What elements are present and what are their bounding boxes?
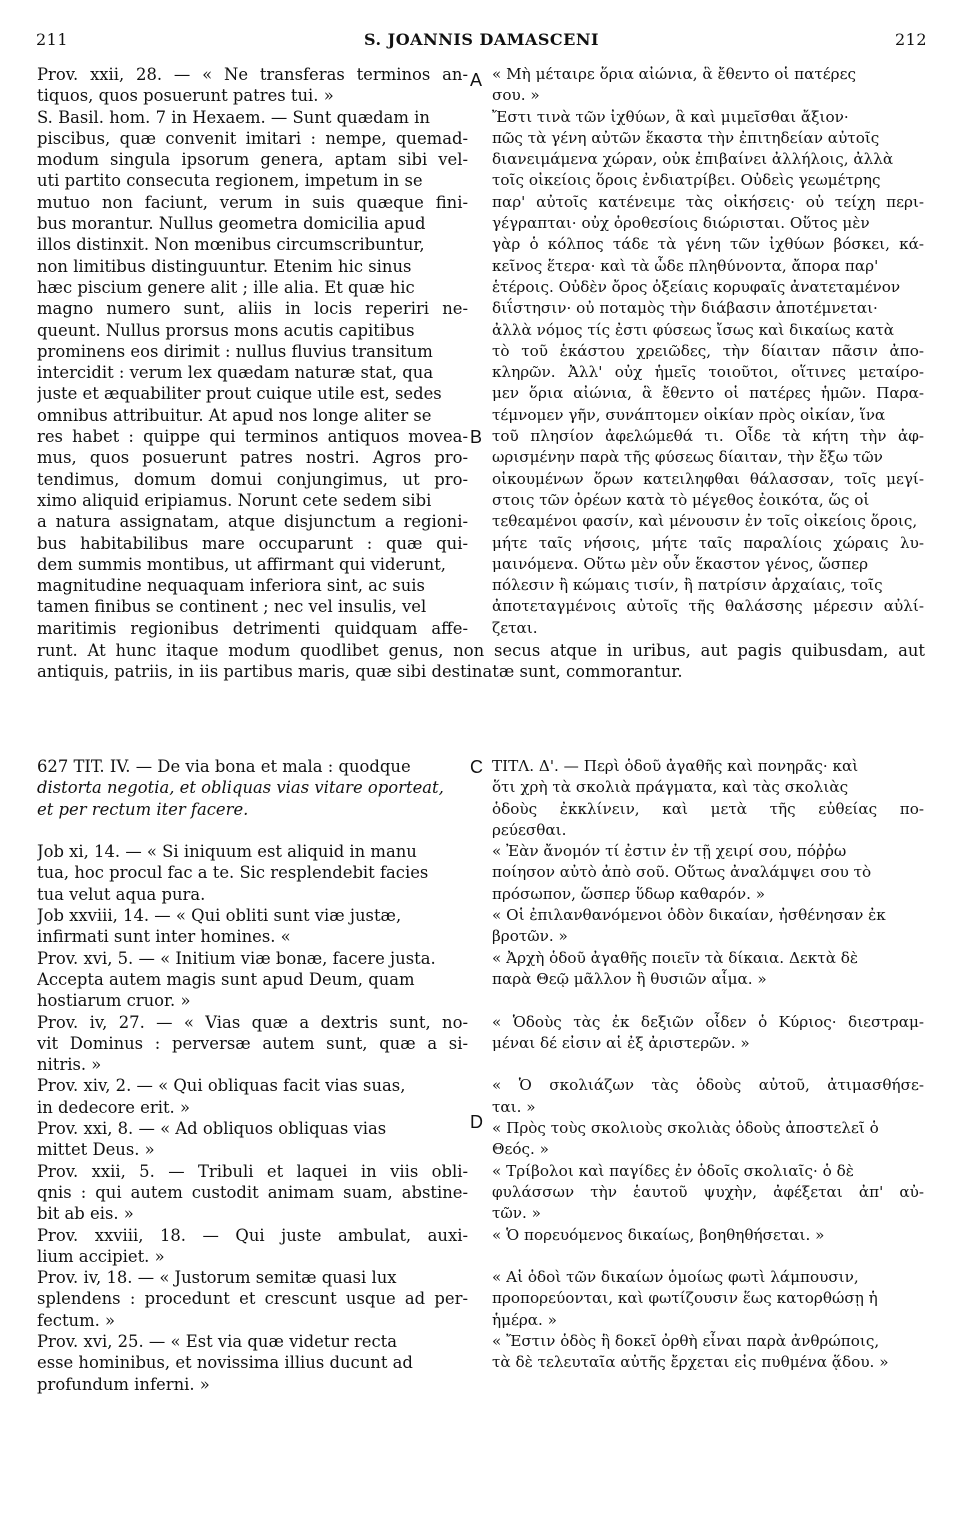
greek-line: πρόσωπον, ὥσπερ ὕδωρ καθαρόν. » bbox=[492, 884, 766, 903]
greek-line: παρ' αὐτοῖς κατένειμε τὰς οἰκήσεις· οὐ τείχη περι- bbox=[492, 192, 924, 211]
latin-line: Prov. xxi, 8. — « Ad obliquos obliquas vias bbox=[37, 1119, 387, 1139]
greek-line: πόλεσιν ἢ κώμαις τισίν, ἢ πατρίσιν ἀρχαίαις, τοῖς bbox=[492, 576, 883, 595]
margin-marker-a: A bbox=[470, 70, 483, 90]
greek-line: « Πρὸς τοὺς σκολιοὺς σκολιὰς ὁδοὺς ἀποστελεῖ ὁ bbox=[492, 1119, 879, 1138]
greek-line: κεῖνος ἕτερα· καὶ τὰ ὧδε πληθύνοντα, ἄπορα παρ' bbox=[492, 256, 879, 275]
latin-line: prominens eos dirimit : nullus fluvius transitum bbox=[37, 341, 433, 361]
latin-line: tamen finibus se continent ; nec vel insulis, vel bbox=[37, 597, 427, 617]
latin-line: magnitudine nequaquam inferiora sint, ac suis bbox=[37, 576, 425, 596]
greek-line bbox=[492, 990, 924, 1011]
full-width-text bbox=[37, 640, 925, 683]
latin-line: intercidit : verum lex quædam naturæ stat, qua bbox=[37, 363, 434, 383]
greek-line: « Ἔστιν ὁδὸς ἣ δοκεῖ ὀρθὴ εἶναι παρὰ ἀνθρώποις, bbox=[492, 1332, 880, 1351]
latin-line: bit ab eis. » bbox=[37, 1204, 134, 1224]
latin-line: queunt. Nullus prorsus mons acutis capitibus bbox=[37, 320, 415, 340]
greek-line: ζεται. bbox=[492, 618, 538, 637]
greek-line: Θεός. » bbox=[492, 1140, 549, 1159]
latin-line: mutuo non faciunt, verum in suis quæque fini- bbox=[37, 192, 468, 212]
latin-line: Prov. xvi, 5. — « Initium viæ bonæ, facere justa. bbox=[37, 948, 436, 968]
running-header bbox=[36, 30, 927, 56]
latin-line: infirmati sunt inter homines. « bbox=[37, 927, 291, 947]
latin-line: tendimus, domum domui conjungimus, ut pro- bbox=[37, 469, 468, 489]
greek-line: « Οἱ ἐπιλανθανόμενοι ὁδὸν δικαίαν, ἠσθένησαν ἐκ bbox=[492, 906, 886, 925]
latin-line: bus morantur. Nullus geometra domicilia apud bbox=[37, 214, 426, 234]
latin-line: bus habitabilibus mare occuparunt : quæ qui- bbox=[37, 533, 468, 553]
latin-line: uti partito consecuta regionem, impetum in se bbox=[37, 171, 423, 191]
greek-line bbox=[492, 1054, 924, 1075]
latin-line: et per rectum iter facere. bbox=[37, 799, 249, 819]
greek-line: πῶς τὰ γένη αὐτῶν ἕκαστα τὴν ἐπιτηδείαν αὐτοῖς bbox=[492, 128, 880, 147]
latin-line: profundum inferni. » bbox=[37, 1374, 210, 1394]
latin-line: Accepta autem magis sunt apud Deum, quam bbox=[37, 969, 415, 989]
full-line: runt. At hunc itaque modum quodlibet genus, non secus atque in uribus, aut pagis quibusdam, aut bbox=[37, 641, 925, 660]
latin-line: lium accipiet. » bbox=[37, 1246, 165, 1266]
greek-line: διΐστησιν· οὐ ποταμὸς τὴν διάβασιν ἀποτέμνεται· bbox=[492, 299, 878, 318]
margin-marker-b: B bbox=[470, 427, 483, 447]
greek-line: τὸ τοῦ ἑκάστου χρειῶδες, τὴν δίαιταν πᾶσιν ἀπο- bbox=[492, 341, 924, 360]
latin-line: illos distinxit. Non mœnibus circumscribuntur, bbox=[37, 235, 425, 255]
greek-line: « Ὁ σκολιάζων τὰς ὁδοὺς αὐτοῦ, ἀτιμασθήσε- bbox=[492, 1076, 924, 1095]
greek-line: διανειμάμενα χώραν, οὐκ ἐπιβαίνει ἀλλήλοις, ἀλλὰ bbox=[492, 150, 894, 169]
latin-line: magno numero sunt, aliis in locis reperiri ne- bbox=[37, 299, 468, 319]
latin-line: tiquos, quos posuerunt patres tui. » bbox=[37, 86, 334, 106]
latin-line: distorta negotia, et obliquas vias vitare oporteat, bbox=[37, 778, 444, 798]
greek-line: « Ἀρχὴ ὁδοῦ ἀγαθῆς ποιεῖν τὰ δίκαια. Δεκτὰ δὲ bbox=[492, 948, 859, 967]
greek-line: « Ὁδοὺς τὰς ἐκ δεξιῶν οἶδεν ὁ Κύριος· διεστραμ- bbox=[492, 1012, 924, 1031]
latin-line: tua velut aqua pura. bbox=[37, 884, 206, 904]
greek-line: μεν ὅρια αἰώνια, ἃ ἔθεντο οἱ πατέρες ἡμῶν. Παρα- bbox=[492, 384, 924, 403]
latin-line: esse hominibus, et novissima illius ducunt ad bbox=[37, 1353, 413, 1373]
latin-line: Prov. xxii, 28. — « Ne transferas terminos an- bbox=[37, 65, 468, 84]
latin-line: piscibus, quæ convenit imitari : nempe, quemad- bbox=[37, 128, 468, 148]
latin-line: in dedecore erit. » bbox=[37, 1097, 190, 1117]
greek-line: ὁδοὺς ἐκκλίνειν, καὶ μετὰ τῆς εὐθείας πο- bbox=[492, 799, 924, 818]
greek-line: βροτῶν. » bbox=[492, 927, 568, 946]
latin-line: Prov. iv, 18. — « Justorum semitæ quasi lux bbox=[37, 1268, 397, 1288]
latin-line: dem summis montibus, ut affirmant qui viderunt, bbox=[37, 554, 446, 574]
latin-line: tua, hoc procul fac a te. Sic resplendebit facies bbox=[37, 863, 429, 883]
latin-line: fectum. » bbox=[37, 1310, 116, 1330]
latin-line: maritimis regionibus detrimenti quidquam affe- bbox=[37, 618, 468, 638]
running-title: S. JOANNIS DAMASCENI bbox=[364, 30, 599, 49]
greek-line: Ἔστι τινὰ τῶν ἰχθύων, ἃ καὶ μιμεῖσθαι ἄξιον· bbox=[492, 107, 849, 126]
greek-line: μήτε ταῖς νήσοις, μήτε ταῖς παραλίοις χώραις λυ- bbox=[492, 533, 924, 552]
greek-line: τοῦ πλησίον ἀφελώμεθά τι. Οἶδε τὰ κήτη τὴν ἀφ- bbox=[492, 427, 924, 446]
latin-line: Prov. xxii, 5. — Tribuli et laquei in viis obli- bbox=[37, 1161, 468, 1181]
latin-line: a natura assignatam, atque disjunctum a regioni- bbox=[37, 512, 468, 532]
greek-line: ωρισμένην παρὰ τῆς φύσεως δίαιταν, τὴν ἔξω τῶν bbox=[492, 448, 883, 467]
page-number-left: 211 bbox=[36, 30, 69, 49]
greek-line: γὰρ ὁ κόλπος τάδε τὰ γένη τῶν ἰχθύων βόσκει, κά- bbox=[492, 235, 924, 254]
greek-line: φυλάσσων τὴν ἑαυτοῦ ψυχὴν, ἀφέξεται ἀπ' αὐ- bbox=[492, 1182, 924, 1201]
latin-line: modum singula ipsorum genera, aptam sibi vel- bbox=[37, 150, 468, 170]
greek-line: τεθεαμένοι φασίν, καὶ μένουσιν ἐν τοῖς οἰκείοις ὅροις, bbox=[492, 512, 918, 531]
greek-line: ΤΙΤΛ. Δ'. — Περὶ ὁδοῦ ἀγαθῆς καὶ πονηρᾶς· καὶ bbox=[492, 757, 859, 775]
margin-marker-d: D bbox=[470, 1112, 483, 1132]
latin-line: mittet Deus. » bbox=[37, 1140, 155, 1160]
greek-line bbox=[492, 1246, 924, 1267]
greek-column-2 bbox=[492, 756, 924, 1374]
latin-line: Job xi, 14. — « Si iniquum est aliquid in manu bbox=[37, 842, 417, 862]
greek-line: ἑτέροις. Οὐδὲν ὄρος ὀξείαις κορυφαῖς ἀνατεταμένον bbox=[492, 277, 901, 296]
latin-column-1 bbox=[37, 64, 468, 639]
latin-line: Prov. xvi, 25. — « Est via quæ videtur recta bbox=[37, 1332, 398, 1352]
latin-line: non limitibus distinguuntur. Etenim hic sinus bbox=[37, 256, 412, 276]
full-line: antiquis, patriis, in iis partibus maris, quæ sibi destinatæ sunt, commorantur. bbox=[37, 662, 683, 682]
greek-line: « Ὁ πορευόμενος δικαίως, βοηθηθήσεται. » bbox=[492, 1225, 825, 1244]
greek-line: ἀλλὰ νόμος τίς ἐστι φύσεως ἴσως καὶ δικαίως κατὰ bbox=[492, 320, 895, 339]
greek-line: « Αἱ ὁδοὶ τῶν δικαίων ὁμοίως φωτὶ λάμπουσιν, bbox=[492, 1268, 859, 1287]
greek-line: « Μὴ μέταιρε ὅρια αἰώνια, ἃ ἔθεντο οἱ πατέρες bbox=[492, 65, 856, 83]
latin-line bbox=[37, 820, 468, 841]
greek-line: σου. » bbox=[492, 86, 540, 105]
greek-line: τέμνομεν γῆν, συνάπτομεν οἰκίαν πρὸς οἰκίαν, ἵνα bbox=[492, 405, 886, 424]
latin-line: Job xxviii, 14. — « Qui obliti sunt viæ justæ, bbox=[37, 906, 402, 926]
latin-line: hostiarum cruor. » bbox=[37, 991, 191, 1011]
latin-line: mus, quos posuerunt patres nostri. Agros pro- bbox=[37, 448, 468, 468]
latin-line: res habet : quippe qui terminos antiquos movea- bbox=[37, 427, 468, 447]
latin-line: Prov. xxviii, 18. — Qui juste ambulat, auxi- bbox=[37, 1225, 468, 1245]
greek-line: στοις τῶν ὀρέων κατὰ τὸ μέγεθος ἐοικότα, ὥς οἱ bbox=[492, 490, 870, 509]
greek-line: « Τρίβολοι καὶ παγίδες ἐν ὁδοῖς σκολιαῖς· ὁ δὲ bbox=[492, 1161, 854, 1180]
greek-line: μέναι δέ εἰσιν αἱ ἐξ ἀριστερῶν. » bbox=[492, 1033, 750, 1052]
latin-line: hæc piscium genere alit ; ille alia. Et quæ hic bbox=[37, 277, 415, 297]
latin-line: omnibus attribuitur. At apud nos longe aliter se bbox=[37, 405, 432, 425]
greek-column-1 bbox=[492, 64, 924, 639]
greek-line: γέγραπται· οὐχ ὁροθεσίοις διώρισται. Οὕτος μὲν bbox=[492, 214, 870, 233]
greek-line: οἰκουμένων ὅρων κατειληφθαι θάλασσαν, τοῖς μεγί- bbox=[492, 469, 924, 488]
latin-line: ximo aliquid eripiamus. Norunt cete sedem sibi bbox=[37, 490, 432, 510]
greek-line: ρεύεσθαι. bbox=[492, 820, 567, 839]
latin-line: nitris. » bbox=[37, 1055, 102, 1075]
greek-line: ποίησον αὐτὸ ἀπὸ σοῦ. Οὕτως ἀναλάμψει σου τὸ bbox=[492, 863, 872, 882]
greek-line: ὅτι χρὴ τὰ σκολιὰ πράγματα, καὶ τὰς σκολιὰς bbox=[492, 778, 849, 797]
page-number-right: 212 bbox=[894, 30, 927, 49]
greek-line: τῶν. » bbox=[492, 1204, 541, 1223]
greek-line: ται. » bbox=[492, 1097, 536, 1116]
latin-line: qnis : qui autem custodit animam suam, abstine- bbox=[37, 1182, 468, 1202]
latin-line: juste et æquabiliter prout cuique utile est, sedes bbox=[37, 384, 442, 404]
latin-line: 627 TIT. IV. — De via bona et mala : quodque bbox=[37, 757, 411, 776]
latin-line: Prov. xiv, 2. — « Qui obliquas facit vias suas, bbox=[37, 1076, 406, 1096]
greek-line: κληρῶν. Ἀλλ' οὐχ ἡμεῖς τοιοῦτοι, οἵτινες μεταίρο- bbox=[492, 363, 924, 382]
latin-line: S. Basil. hom. 7 in Hexaem. — Sunt quædam in bbox=[37, 107, 430, 127]
latin-line: vit Dominus : perversæ autem sunt, quæ a si- bbox=[37, 1033, 468, 1053]
greek-line: παρὰ Θεῷ μᾶλλον ἢ θυσιῶν αἷμα. » bbox=[492, 969, 767, 988]
greek-line: τοῖς οἰκείοις ὅροις ἐνδιατρίβει. Οὐδεὶς γεωμέτρης bbox=[492, 171, 881, 190]
greek-line: προπορεύονται, καὶ φωτίζουσιν ἕως κατορθώσῃ ἡ bbox=[492, 1289, 878, 1308]
greek-line: ἀποτεταγμένοις αὐτοῖς τῆς θαλάσσης μέρεσιν αὐλί- bbox=[492, 597, 924, 616]
greek-line: τὰ δὲ τελευταῖα αὐτῆς ἔρχεται εἰς πυθμένα ᾅδου. » bbox=[492, 1353, 889, 1372]
greek-line: ἡμέρα. » bbox=[492, 1310, 557, 1329]
latin-line: splendens : procedunt et crescunt usque ad per- bbox=[37, 1289, 468, 1309]
latin-column-2 bbox=[37, 756, 468, 1395]
margin-marker-c: C bbox=[470, 757, 483, 777]
greek-line: μαινόμενα. Οὕτω μὲν οὖν ἕκαστον γένος, ὥσπερ bbox=[492, 554, 869, 573]
greek-line: « Ἐὰν ἄνομόν τί ἐστιν ἐν τῇ χειρί σου, πόῤῥω bbox=[492, 842, 847, 861]
latin-line: Prov. iv, 27. — « Vias quæ a dextris sunt, no- bbox=[37, 1012, 468, 1032]
